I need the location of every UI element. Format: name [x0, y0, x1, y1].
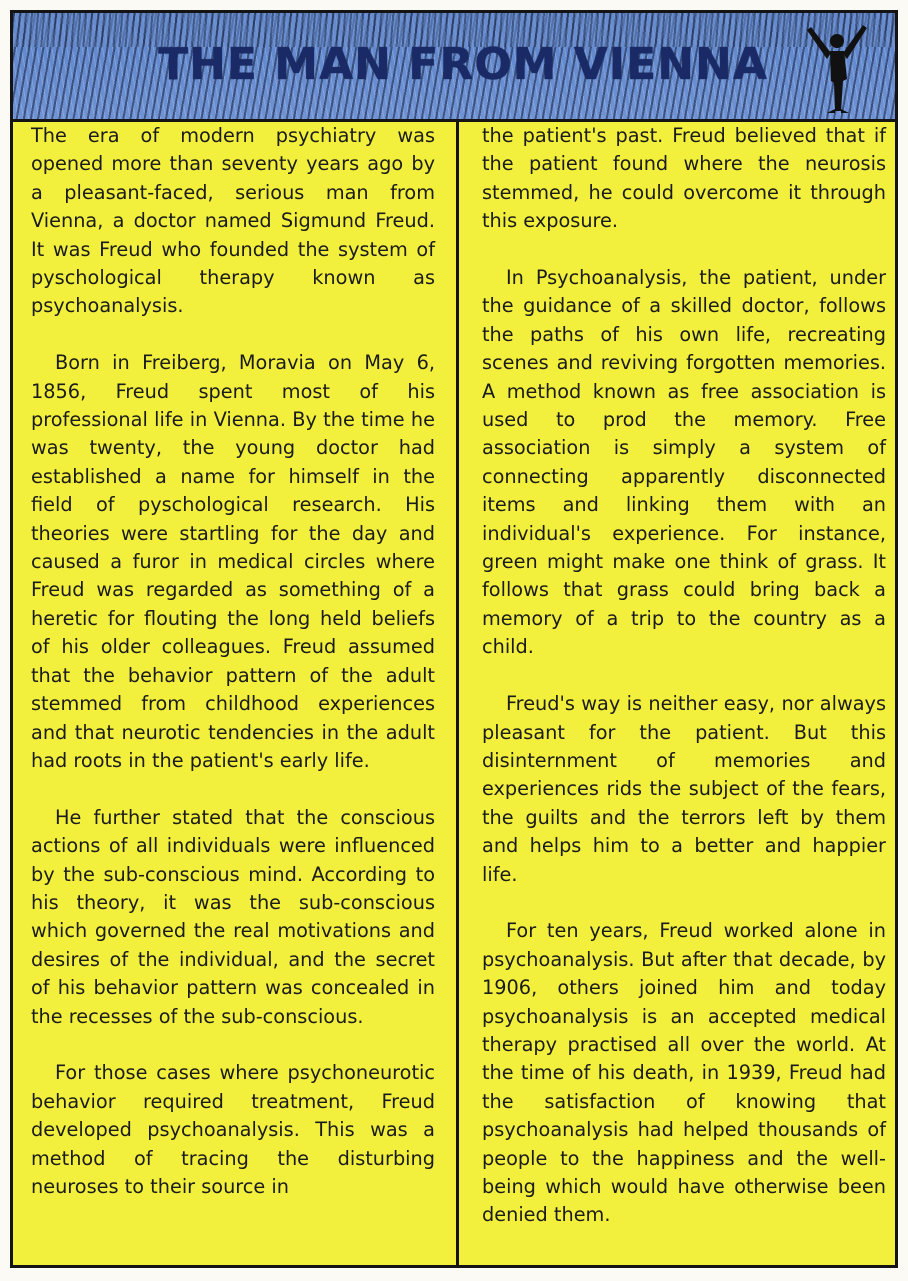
paragraph: He further stated that the conscious actions of all individuals were influenced by the sub-conscious mind. According to his theory, it was the sub-conscious which governed the real motivations and desires of the individual, and the secret of his behavior pattern was concealed in the recesses of the sub-conscious.	[31, 805, 435, 1028]
paragraph: the patient's past. Freud believed that if the patient found where the neurosis stemmed, he could overcome it through this exposure.	[482, 124, 886, 233]
paragraph: For ten years, Freud worked alone in psychoanalysis. But after that decade, by 1906, others joined him and today psychoanalysis is an accepted medical therapy practised all over the world. At the time of his death, in 1939, Freud had the satisfaction of knowing that psychoanalysis had helped thousands of people to the happiness and the well-being which would have otherwise been denied them.	[482, 919, 886, 1227]
paragraph: Born in Freiberg, Moravia on May 6, 1856, Freud spent most of his professional life in Vienna. By the time he was twenty, the young doctor had established a name for himself in the field of pyschological research. His theories were startling for the day and caused a furor in medical circles where Freud was regarded as something of a heretic for flouting the long held beliefs of his older colleagues. Freud assumed that the behavior pattern of the adult stemmed from childhood experiences and that neurotic tendencies in the adult had roots in the patient's early life.	[31, 351, 435, 772]
paragraph: The era of modern psychiatry was opened more than seventy years ago by a pleasant-faced, serious man from Vienna, a doctor named Sigmund Freud. It was Freud who founded the system of pyschological therapy known as psychoanalysis.	[31, 124, 435, 318]
left-column	[31, 122, 435, 1201]
text-panel	[10, 10, 898, 1268]
right-column	[482, 122, 886, 1230]
article-body	[13, 122, 895, 1265]
arms-raised-man-silhouette-icon	[797, 21, 877, 115]
paragraph: For those cases where psychoneurotic behavior required treatment, Freud developed psychoanalysis. This was a method of tracing the disturbing neuroses to their source in	[31, 1061, 435, 1198]
column-divider	[456, 122, 459, 1265]
paragraph: In Psychoanalysis, the patient, under the guidance of a skilled doctor, follows the paths of his own life, recreating scenes and reviving forgotten memories. A method known as free association is used to prod the memory. Free association is simply a system of connecting apparently disconnected items and linking them with an individual's experience. For instance, green might make one think of grass. It follows that grass could bring back a memory of a trip to the country as a child.	[482, 266, 886, 659]
page-title: THE MAN FROM VIENNA	[158, 39, 768, 90]
paragraph: Freud's way is neither easy, nor always pleasant for the patient. But this disinternment of memories and experiences rids the subject of the fears, the guilts and the terrors left by them and helps him to a better and happier life.	[482, 692, 886, 886]
title-banner	[13, 13, 895, 122]
